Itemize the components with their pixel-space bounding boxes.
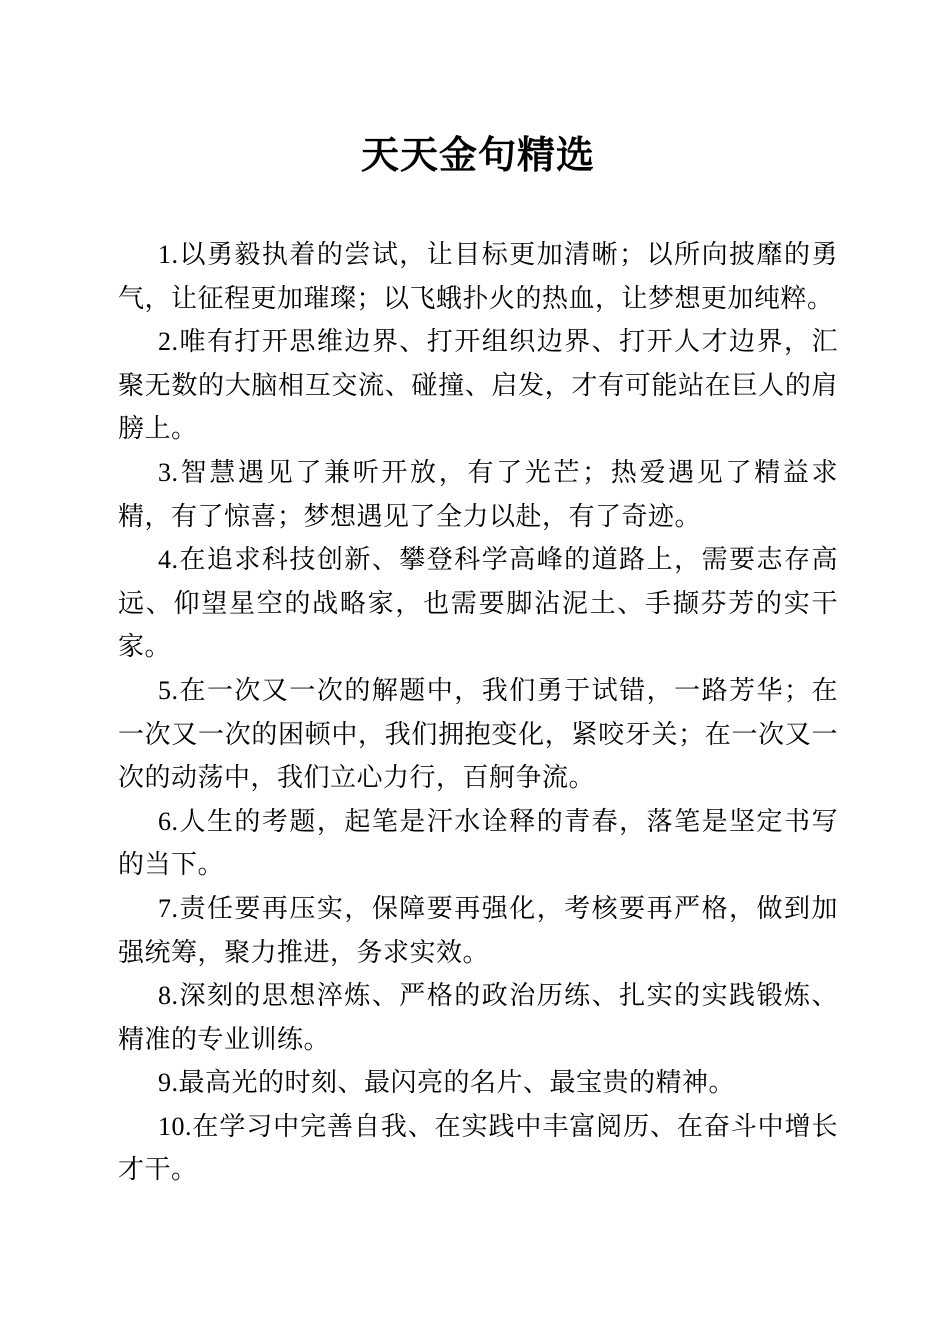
document-body [118, 233, 838, 1192]
quote-item-7: 7.责任要再压实，保障要再强化，考核要再严格，做到加强统筹，聚力推进，务求实效。 [118, 893, 838, 967]
quote-item-10: 10.在学习中完善自我、在实践中丰富阅历、在奋斗中增长才干。 [118, 1111, 838, 1185]
quote-item-6: 6.人生的考题，起笔是汗水诠释的青春，落笔是坚定书写的当下。 [118, 806, 838, 880]
quote-item-9: 9.最高光的时刻、最闪亮的名片、最宝贵的精神。 [158, 1068, 736, 1098]
document-title: 天天金句精选 [360, 135, 595, 177]
quote-item-1: 1.以勇毅执着的尝试，让目标更加清晰；以所向披靡的勇气，让征程更加璀璨；以飞蛾扑火的热血，让梦想更加纯粹。 [118, 240, 838, 313]
quote-item-2: 2.唯有打开思维边界、打开组织边界、打开人才边界，汇聚无数的大脑相互交流、碰撞、启发，才有可能站在巨人的肩膀上。 [118, 327, 838, 444]
quote-item-4: 4.在追求科技创新、攀登科学高峰的道路上，需要志存高远、仰望星空的战略家，也需要脚沾泥土、手撷芬芳的实干家。 [118, 545, 838, 662]
quote-item-5: 5.在一次又一次的解题中，我们勇于试错，一路芳华；在一次又一次的困顿中，我们拥抱变化，紧咬牙关；在一次又一次的动荡中，我们立心力行，百舸争流。 [118, 675, 838, 793]
quote-item-3: 3.智慧遇见了兼听开放，有了光芒；热爱遇见了精益求精，有了惊喜；梦想遇见了全力以赴，有了奇迹。 [118, 457, 838, 531]
quote-item-8: 8.深刻的思想淬炼、严格的政治历练、扎实的实践锻炼、精准的专业训练。 [118, 981, 838, 1054]
